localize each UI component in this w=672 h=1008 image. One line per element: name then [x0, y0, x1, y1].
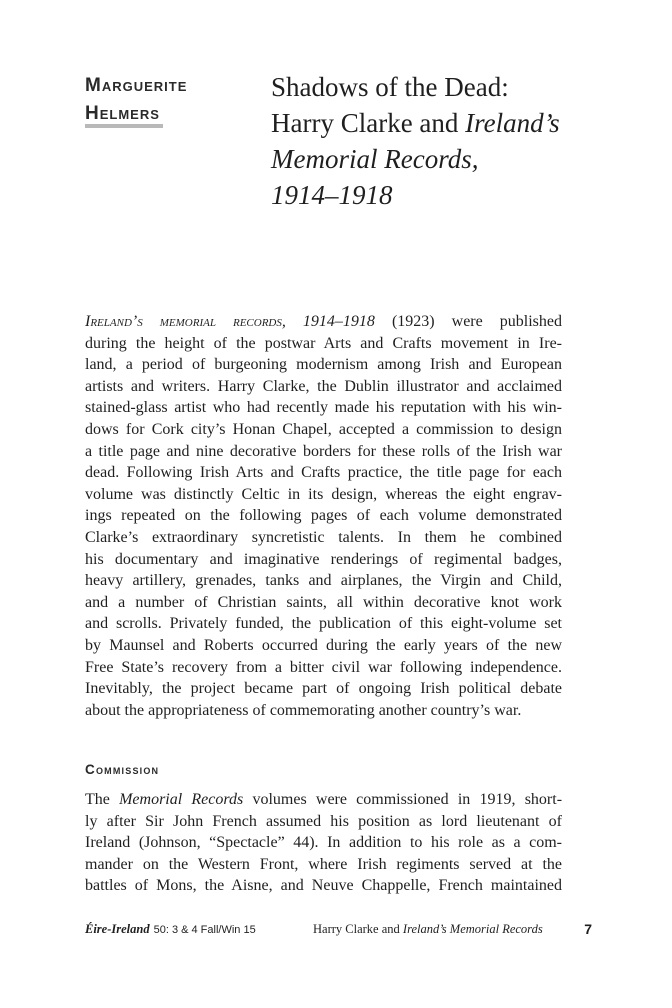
body-line: volume was distinctly Celtic in its design, whereas the eight engrav- — [85, 485, 562, 503]
body-line: heavy artillery, grenades, tanks and airplanes, the Virgin and Child, — [85, 572, 562, 590]
running-title: Harry Clarke and Ireland’s Memorial Records — [313, 922, 543, 936]
body-line: by Maunsel and Roberts occurred during the early years of the new — [85, 636, 562, 654]
body-line: Ireland (Johnson, “Spectacle” 44). In addition to his role as a com- — [85, 834, 562, 852]
paragraph-intro — [85, 311, 562, 721]
body-line: dead. Following Irish Arts and Crafts practice, the title page for each — [85, 464, 562, 482]
page-footer — [85, 922, 592, 937]
body-line: ly after Sir John French assumed his position as lord lieutenant of — [85, 812, 562, 830]
body-line: and a number of Christian saints, all within decorative knot work — [85, 593, 562, 611]
title-line-2 — [271, 105, 601, 141]
body-line: and scrolls. Privately funded, the publication of this eight-volume set — [85, 615, 562, 633]
title-line-2-roman: Harry Clarke and — [271, 108, 466, 138]
body-line: battles of Mons, the Aisne, and Neuve Chappelle, French maintained — [85, 877, 562, 895]
author-last-name: Helmers — [85, 103, 160, 124]
body-line: artists and writers. Harry Clarke, the Dublin illustrator and acclaimed — [85, 377, 562, 395]
title-line-4: 1914–1918 — [271, 180, 393, 210]
body-line: stained-glass artist who had recently made his reputation with his win- — [85, 399, 562, 417]
body-line: The Memorial Records volumes were commissioned in 1919, short- — [85, 791, 563, 808]
body-line: dows for Cork city’s Honan Chapel, accepted a commission to design — [85, 420, 562, 438]
article-title — [271, 69, 601, 213]
italic-title: Memorial Records — [119, 791, 244, 808]
body-line: a title page and nine decorative borders for these rolls of the Irish war — [85, 442, 562, 460]
author-name — [85, 72, 235, 128]
page-number: 7 — [584, 921, 592, 937]
body-line: his documentary and imaginative renderings of regimental badges, — [85, 550, 562, 568]
body-line: mander on the Western Front, where Irish regiments served at the — [85, 855, 562, 873]
section-heading: Commission — [85, 762, 160, 777]
body-line: Clarke’s extraordinary syncretistic talents. In them he combined — [85, 528, 562, 546]
paragraph-commission — [85, 789, 562, 897]
title-line-2-italic: Ireland’s — [465, 108, 560, 138]
title-line-3: Memorial Records, — [271, 144, 479, 174]
issue-info: 50: 3 & 4 Fall/Win 15 — [153, 924, 256, 936]
book-title-smallcaps: Ireland’s memorial records, 1914–1918 — [85, 313, 375, 330]
author-first-name: Marguerite — [85, 75, 188, 96]
body-line: Ireland’s memorial records, 1914–1918 (1923) were published — [85, 313, 562, 330]
title-line-1: Shadows of the Dead: — [271, 72, 509, 102]
body-line: Free State’s recovery from a bitter civil war following independence. — [85, 658, 562, 676]
body-line: during the height of the postwar Arts and Crafts movement in Ire- — [85, 334, 562, 352]
body-line: about the appropriateness of commemorating another country’s war. — [85, 701, 522, 719]
body-line: ings repeated on the following pages of each volume demonstrated — [85, 507, 562, 525]
journal-name: Éire-Ireland — [85, 922, 150, 936]
body-line: land, a period of burgeoning modernism among Irish and European — [85, 356, 562, 374]
author-underline-rule — [85, 124, 163, 128]
body-line: Inevitably, the project became part of ongoing Irish political debate — [85, 680, 562, 698]
